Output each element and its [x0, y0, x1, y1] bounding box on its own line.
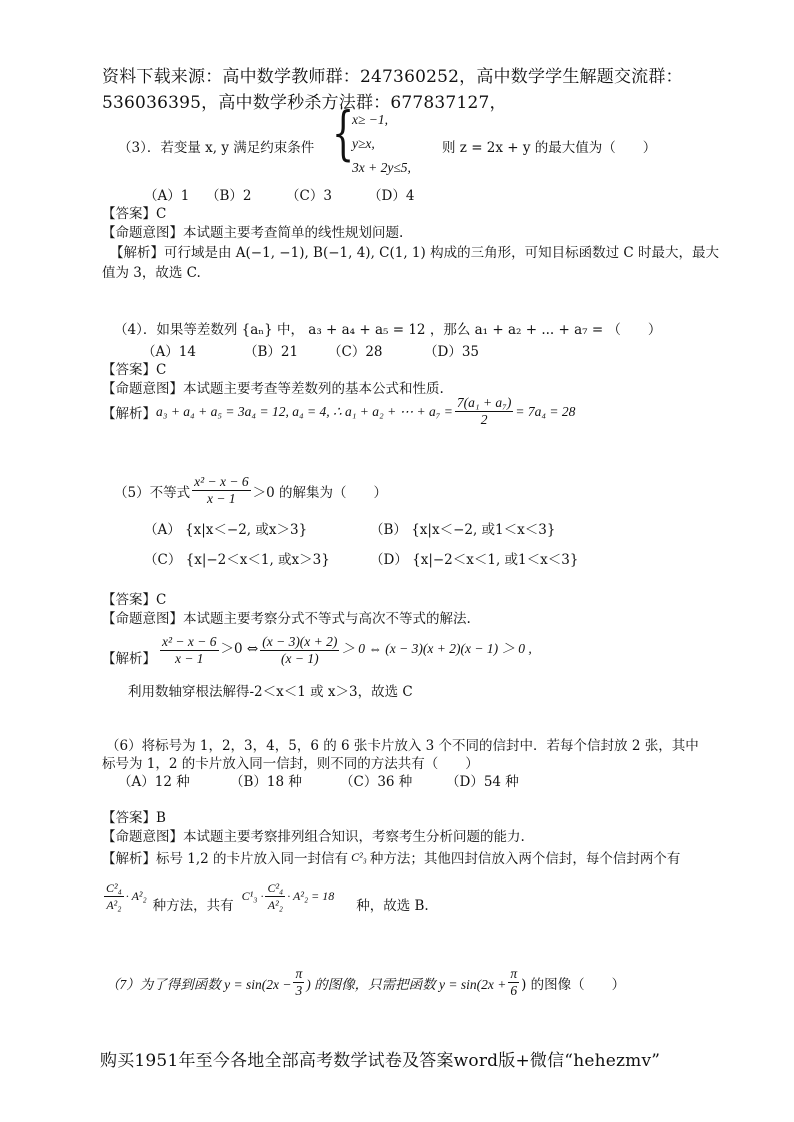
q7-stem-c: ) 的图像（ ）	[521, 976, 626, 993]
q3-stem-b: 则 z = 2x + y 的最大值为（ ）	[442, 140, 657, 156]
q6-frac-1	[104, 880, 124, 913]
q5-opt-b: （B） {x|x＜−2, 或1＜x＜3}	[370, 522, 556, 538]
q3-cond-2: y≥x,	[352, 136, 375, 151]
q6-frac-2-num: C²₄	[267, 880, 284, 895]
q5-analysis-2: 利用数轴穿根法解得-2＜x＜1 或 x＞3，故选 C	[128, 684, 413, 700]
q5-analysis-prefix: 【解析】	[102, 651, 156, 667]
q6-analysis-2	[102, 878, 429, 914]
q6-stem-2: 标号为 1，2 的卡片放入同一信封，则不同的方法共有（ ）	[102, 756, 479, 772]
q5-b-num: (x − 3)(x + 2)	[262, 634, 338, 649]
q3-answer: 【答案】C	[102, 206, 167, 222]
q3-brace: {	[332, 99, 355, 167]
q7-frac-1-num: π	[295, 966, 303, 981]
q6-opt-d: （D）54 种	[446, 774, 519, 790]
q4-analysis-b: = 7a₄ = 28	[515, 403, 576, 419]
q7-stem-b: ) 的图像，只需把函数 y = sin(2x +	[306, 976, 507, 992]
q4-analysis-prefix: 【解析】	[102, 405, 156, 422]
q4-answer: 【答案】C	[102, 362, 167, 378]
q4-frac-den: 2	[480, 412, 488, 427]
q3-analysis-1: 【解析】可行域是由 A(−1, −1), B(−1, 4), C(1, 1) 构成的三角形，可知目标函数过 C 时最大，最大	[110, 245, 719, 261]
q6-eq18: · A²₂ = 18	[287, 888, 335, 903]
q7-frac-2	[508, 966, 519, 999]
q5-intent: 【命题意图】本试题主要考察分式不等式与高次不等式的解法.	[102, 611, 471, 627]
q3-intent: 【命题意图】本试题主要考查简单的线性规划问题.	[102, 225, 404, 241]
q5-analysis	[102, 634, 532, 667]
q5-frac-num: x² − x − 6	[194, 474, 249, 489]
q6-a22: · A²₂	[125, 888, 147, 903]
q5-analysis-frac-2	[260, 634, 339, 667]
q6-analysis-1b: 种方法；其他四封信放入两个信封，每个信封两个有	[369, 851, 681, 867]
q5-opt-a: （A） {x|x＜−2, 或x＞3}	[144, 522, 308, 538]
q5-b-den: (x − 1)	[281, 651, 319, 666]
q6-opt-b: （B）18 种	[230, 774, 302, 790]
q3-opt-a: （A）1	[144, 188, 190, 204]
q6-frac-1-den: A²₂	[106, 897, 122, 912]
q3-opt-d: （D）4	[368, 188, 415, 204]
q5-frac-den: x − 1	[207, 491, 236, 506]
q4-opt-b: （B）21	[244, 344, 299, 360]
q5-stem-b: ＞0 的解集为（ ）	[252, 484, 387, 501]
q5-opt-d: （D） {x|−2＜x＜1, 或1＜x＜3}	[370, 552, 579, 568]
q3-cond-3: 3x + 2y≤5,	[352, 160, 411, 175]
q3-analysis-2: 值为 3，故选 C.	[102, 265, 201, 281]
q6-frac-1-num: C²₄	[106, 880, 122, 895]
header-line-2: 536036395，高中数学秒杀方法群：677837127，	[102, 93, 507, 113]
q6-analysis-2a: 种方法，共有	[152, 898, 234, 914]
q4-opt-c: （C）28	[328, 344, 383, 360]
q5-stem	[114, 474, 387, 507]
q6-opt-a: （A）12 种	[118, 774, 190, 790]
q4-opt-a: （A）14	[142, 344, 196, 360]
q7-frac-2-num: π	[510, 966, 518, 981]
q5-analysis-frac-1	[160, 634, 219, 667]
q4-analysis-a: a₃ + a₄ + a₅ = 3a₄ = 12, a₄ = 4, ∴ a₁ + a₂ + ⋯ + a₇ =	[156, 403, 453, 419]
q6-analysis-2b: 种，故选 B.	[356, 898, 429, 914]
q5-stem-a: （5）不等式	[114, 484, 191, 501]
q6-c32: C²₃	[351, 849, 367, 864]
q4-intent: 【命题意图】本试题主要考查等差数列的基本公式和性质.	[102, 381, 444, 397]
q4-analysis-frac	[455, 395, 514, 428]
q6-frac-2-den: A²₂	[267, 897, 283, 912]
q7-frac-1-den: 3	[295, 983, 303, 998]
q5-opt-c: （C） {x|−2＜x＜1, 或x＞3}	[144, 552, 330, 568]
q6-frac-2	[265, 880, 285, 913]
q5-a-mid: ＞0 ⇔	[220, 641, 259, 657]
q6-analysis-1a: 【解析】标号 1,2 的卡片放入同一封信有	[102, 851, 349, 867]
q7-frac-1	[293, 966, 304, 999]
q3-cond-1: x≥ −1,	[352, 112, 389, 127]
q6-c31: C¹₃ ·	[241, 888, 264, 903]
q4-opt-d: （D）35	[424, 344, 480, 360]
q4-analysis	[102, 395, 575, 428]
q6-intent: 【命题意图】本试题主要考察排列组合知识，考察考生分析问题的能力.	[102, 829, 525, 845]
q4-stem: （4）．如果等差数列 {aₙ} 中， a₃ + a₄ + a₅ = 12 ，那么 a₁ + a₂ + ... + a₇ = （ ）	[114, 322, 662, 338]
q3-opt-b: （B）2	[206, 188, 252, 204]
q3-stem-a: （3）．若变量 x, y 满足约束条件	[118, 140, 315, 156]
q6-opt-c: （C）36 种	[340, 774, 413, 790]
q7-frac-2-den: 6	[510, 983, 518, 998]
q4-frac-num: 7(a₁ + a₇)	[456, 395, 512, 410]
q6-answer: 【答案】B	[102, 810, 166, 826]
q5-a-den: x − 1	[174, 651, 204, 666]
q5-a-tail: ＞ 0 ⇔ (x − 3)(x + 2)(x − 1) ＞ 0 ,	[341, 641, 532, 656]
q6-analysis-1	[102, 847, 680, 867]
footer-ad: 购买1951年至今各地全部高考数学试卷及答案word版+微信“hehezmv”	[100, 1051, 661, 1071]
q3-opt-c: （C）3	[286, 188, 332, 204]
header-line-1: 资料下载来源：高中数学教师群：247360252，高中数学学生解题交流群：	[102, 67, 683, 87]
q5-a-num: x² − x − 6	[162, 634, 217, 649]
q5-stem-frac	[192, 474, 251, 507]
q7-stem	[106, 966, 625, 999]
q7-stem-a: （7）为了得到函数 y = sin(2x −	[106, 976, 292, 992]
q6-stem-1: （6）将标号为 1，2，3，4，5，6 的 6 张卡片放入 3 个不同的信封中．若每个信封放 2 张，其中	[106, 738, 699, 754]
q5-answer: 【答案】C	[102, 592, 167, 608]
